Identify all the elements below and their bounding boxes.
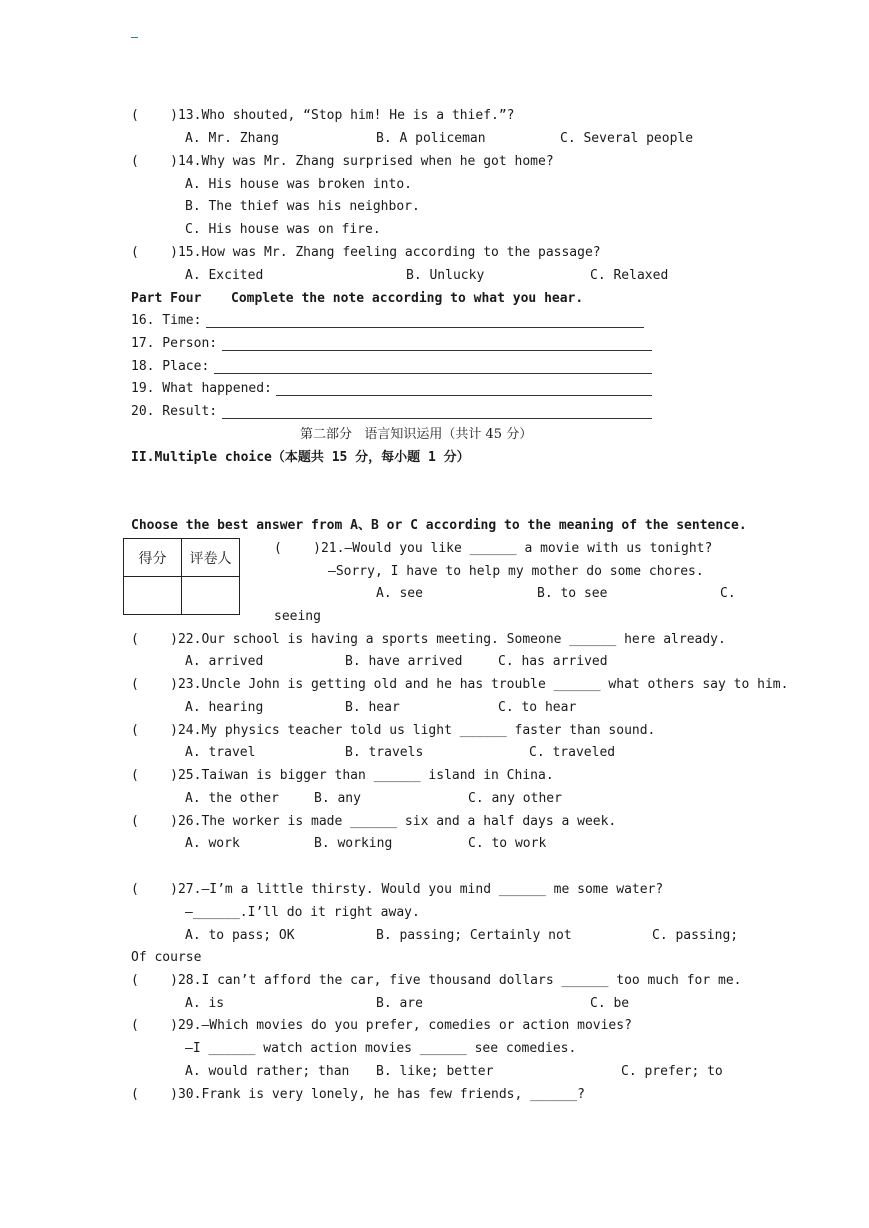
q28-option-a: A. is — [185, 996, 225, 1011]
q14-option-a: A. His house was broken into. — [185, 177, 412, 192]
q26-option-a: A. work — [185, 836, 240, 851]
q22-option-b: B. have arrived — [345, 654, 463, 669]
score-table — [123, 538, 240, 615]
q14-option-c: C. His house was on fire. — [185, 222, 381, 237]
note-time-label: 16. Time: — [131, 313, 202, 328]
note-happened-blank — [276, 395, 652, 396]
q22-option-c: C. has arrived — [498, 654, 608, 669]
section-two-heading: 第二部分 语言知识运用（共计 45 分） — [300, 427, 533, 442]
q13-option-a: A. Mr. Zhang — [185, 131, 279, 146]
q28-option-b: B. are — [376, 996, 423, 1011]
score-header: 得分 — [124, 539, 182, 577]
note-result-blank — [222, 418, 652, 419]
question-14: ( )14.Why was Mr. Zhang surprised when he got home? — [131, 154, 554, 169]
q29-option-b: B. like; better — [376, 1064, 494, 1079]
part-four-instruction: Complete the note according to what you hear. — [231, 291, 584, 306]
q24-option-b: B. travels — [345, 745, 424, 760]
question-29: ( )29.—Which movies do you prefer, comedies or action movies? — [131, 1018, 632, 1033]
q21-option-c: C. — [720, 586, 736, 601]
question-15: ( )15.How was Mr. Zhang feeling according to the passage? — [131, 245, 601, 260]
question-24: ( )24.My physics teacher told us light ______ faster than sound. — [131, 723, 656, 738]
q15-option-a: A. Excited — [185, 268, 264, 283]
part-two-instruction: Choose the best answer from A、B or C according to the meaning of the sentence. — [131, 518, 747, 533]
q13-option-b: B. A policeman — [376, 131, 486, 146]
grader-cell — [182, 577, 240, 615]
q15-option-c: C. Relaxed — [590, 268, 669, 283]
note-person-label: 17. Person: — [131, 336, 218, 351]
note-person-blank — [222, 350, 652, 351]
q21-option-b: B. to see — [537, 586, 608, 601]
q23-option-b: B. hear — [345, 700, 400, 715]
note-place-label: 18. Place: — [131, 359, 210, 374]
q29-reply: —I ______ watch action movies ______ see comedies. — [185, 1041, 577, 1056]
q29-option-a: A. would rather; than — [185, 1064, 350, 1079]
part-two-title: II.Multiple choice（本题共 15 分，每小题 1 分） — [131, 450, 470, 465]
q27-option-a: A. to pass; OK — [185, 928, 295, 943]
note-time-blank — [206, 327, 644, 328]
q25-option-c: C. any other — [468, 791, 562, 806]
q27-reply: —______.I’ll do it right away. — [185, 905, 420, 920]
q25-option-b: B. any — [314, 791, 361, 806]
question-27: ( )27.—I’m a little thirsty. Would you mind ______ me some water? — [131, 882, 664, 897]
q23-option-a: A. hearing — [185, 700, 264, 715]
q24-option-c: C. traveled — [529, 745, 616, 760]
score-cell — [124, 577, 182, 615]
q26-option-c: C. to work — [468, 836, 547, 851]
q14-option-b: B. The thief was his neighbor. — [185, 199, 420, 214]
question-28: ( )28.I can’t afford the car, five thousand dollars ______ too much for me. — [131, 973, 742, 988]
q23-option-c: C. to hear — [498, 700, 577, 715]
grader-header: 评卷人 — [182, 539, 240, 577]
q27-option-b: B. passing; Certainly not — [376, 928, 572, 943]
question-13: ( )13.Who shouted, “Stop him! He is a thief.”? — [131, 108, 515, 123]
q13-option-c: C. Several people — [560, 131, 694, 146]
q28-option-c: C. be — [590, 996, 630, 1011]
question-23: ( )23.Uncle John is getting old and he has trouble ______ what others say to him. — [131, 677, 789, 692]
question-25: ( )25.Taiwan is bigger than ______ island in China. — [131, 768, 554, 783]
question-22: ( )22.Our school is having a sports meeting. Someone ______ here already. — [131, 632, 726, 647]
q21-reply: —Sorry, I have to help my mother do some chores. — [328, 564, 704, 579]
q26-option-b: B. working — [314, 836, 393, 851]
q21-option-a: A. see — [376, 586, 423, 601]
question-30: ( )30.Frank is very lonely, he has few friends, ______? — [131, 1087, 585, 1102]
note-place-blank — [214, 373, 652, 374]
question-21: ( )21.—Would you like ______ a movie with us tonight? — [274, 541, 713, 556]
note-happened-label: 19. What happened: — [131, 381, 272, 396]
q24-option-a: A. travel — [185, 745, 256, 760]
question-26: ( )26.The worker is made ______ six and a half days a week. — [131, 814, 617, 829]
part-four-title: Part Four — [131, 291, 202, 306]
q29-option-c: C. prefer; to — [621, 1064, 723, 1079]
note-result-label: 20. Result: — [131, 404, 218, 419]
q25-option-a: A. the other — [185, 791, 279, 806]
q21-option-c-wrap: seeing — [274, 609, 321, 624]
q27-option-c-wrap: Of course — [131, 950, 202, 965]
q22-option-a: A. arrived — [185, 654, 264, 669]
q15-option-b: B. Unlucky — [406, 268, 485, 283]
q27-option-c: C. passing; — [652, 928, 739, 943]
corner-mark — [131, 37, 138, 38]
